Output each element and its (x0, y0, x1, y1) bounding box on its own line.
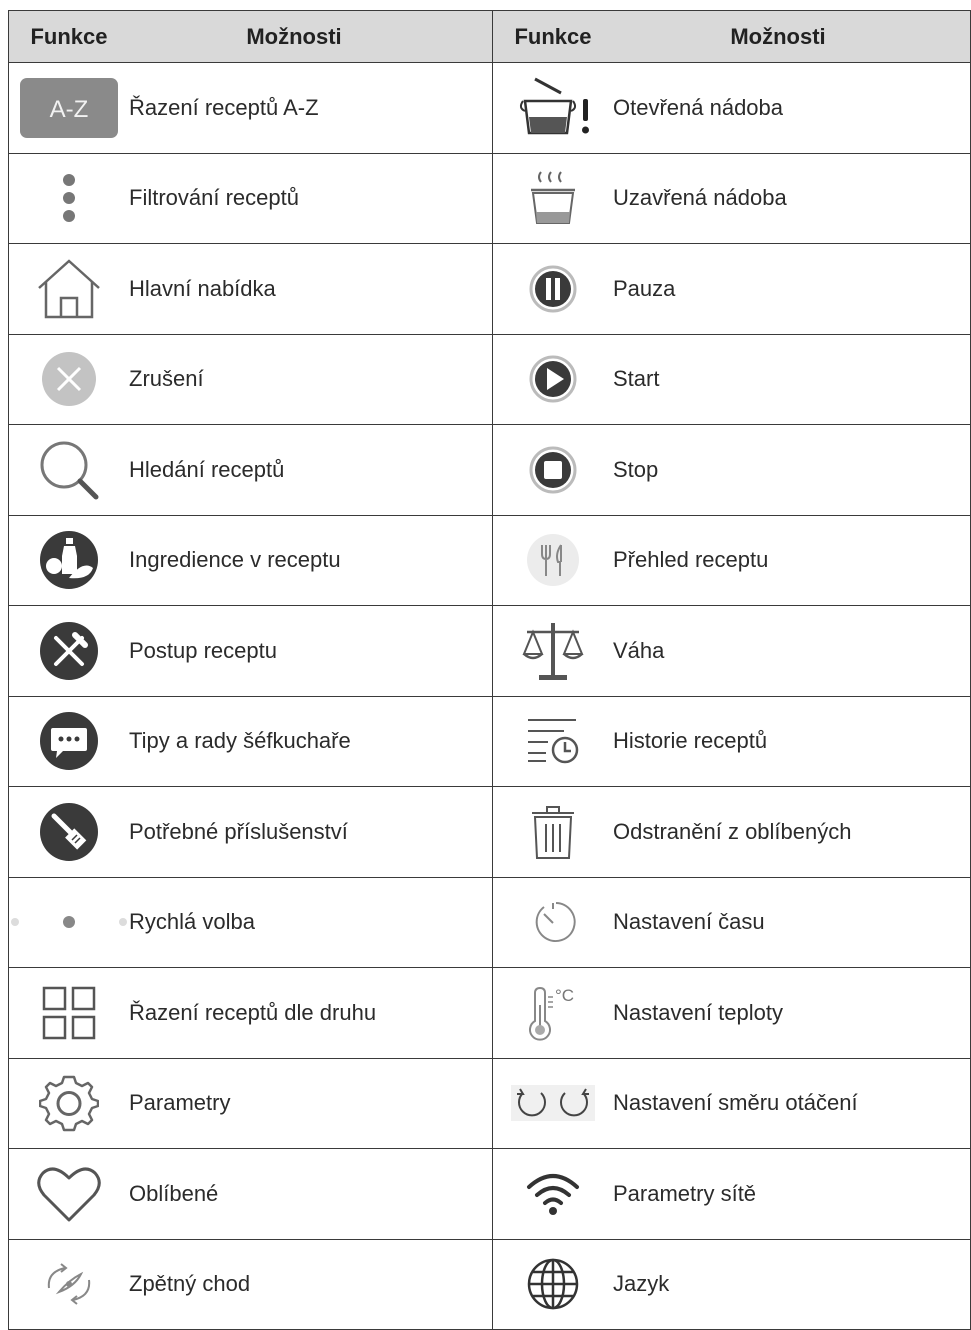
header-function-right: Funkce (514, 23, 592, 49)
function-label: Hledání receptů (129, 456, 285, 482)
function-cell-left (9, 334, 493, 425)
function-cell-left (9, 968, 493, 1059)
reverse-blade-icon (9, 1258, 129, 1310)
stop-icon (493, 445, 613, 495)
table-row (9, 606, 971, 697)
header-options-left: Možnosti (246, 23, 342, 49)
function-cell-right (493, 968, 971, 1059)
table-row (9, 1149, 971, 1240)
function-label: Jazyk (613, 1271, 670, 1297)
function-cell-right (493, 696, 971, 787)
table-header-row (9, 11, 971, 63)
play-icon (493, 354, 613, 404)
function-label: Váha (613, 637, 665, 663)
function-cell-right (493, 1058, 971, 1149)
function-label: Historie receptů (613, 728, 768, 754)
function-cell-right (493, 153, 971, 244)
table-row (9, 63, 971, 154)
function-cell-left (9, 63, 493, 154)
function-cell-left (9, 877, 493, 968)
functions-table (8, 10, 971, 1330)
ingredients-icon (9, 530, 129, 590)
function-label: Potřebné příslušenství (129, 818, 348, 844)
header-options-right: Možnosti (730, 23, 826, 49)
vertical-dots-icon (9, 173, 129, 223)
thermometer-unit-text: °C (555, 985, 575, 1005)
table-row (9, 244, 971, 335)
function-label: Zpětný chod (129, 1271, 251, 1297)
function-label: Uzavřená nádoba (613, 185, 787, 211)
function-cell-left (9, 515, 493, 606)
whisk-accessory-icon (9, 802, 129, 862)
function-cell-left (9, 696, 493, 787)
cutlery-cross-icon (9, 621, 129, 681)
function-label: Nastavení času (613, 909, 765, 935)
function-cell-left (9, 1239, 493, 1330)
function-cell-right (493, 606, 971, 697)
function-label: Nastavení teploty (613, 999, 783, 1025)
function-label: Rychlá volba (129, 909, 255, 935)
function-label: Řazení receptů dle druhu (129, 999, 377, 1025)
az-sort-icon (9, 77, 129, 139)
closed-bowl-steam-icon (493, 168, 613, 228)
function-label: Odstranění z oblíbených (613, 818, 852, 844)
function-cell-right (493, 63, 971, 154)
function-label: Pauza (613, 275, 676, 301)
heart-icon (9, 1164, 129, 1224)
function-label: Parametry (129, 1090, 231, 1116)
table-row (9, 968, 971, 1059)
function-label: Start (613, 366, 660, 392)
function-cell-right (493, 1239, 971, 1330)
search-icon (9, 439, 129, 501)
function-label: Zrušení (129, 366, 204, 392)
function-label: Nastavení směru otáčení (613, 1090, 858, 1116)
function-cell-right (493, 877, 971, 968)
header-left (9, 11, 493, 63)
fork-knife-icon (493, 532, 613, 588)
timer-icon (493, 899, 613, 945)
table-row (9, 1058, 971, 1149)
table-row (9, 1239, 971, 1330)
open-bowl-icon (493, 75, 613, 141)
function-label: Ingredience v receptu (129, 547, 341, 573)
function-cell-left (9, 1058, 493, 1149)
cancel-icon (9, 350, 129, 408)
table-row (9, 696, 971, 787)
grid-icon (9, 984, 129, 1042)
function-cell-left (9, 787, 493, 878)
function-cell-right (493, 1149, 971, 1240)
table-row (9, 515, 971, 606)
header-right (493, 11, 971, 63)
header-function-left: Funkce (30, 23, 108, 49)
scale-icon (493, 620, 613, 682)
function-label: Hlavní nabídka (129, 275, 276, 301)
globe-icon (493, 1257, 613, 1311)
function-label: Stop (613, 456, 659, 482)
function-label: Filtrování receptů (129, 185, 299, 211)
history-icon (493, 717, 613, 765)
table-row (9, 153, 971, 244)
gear-icon (9, 1073, 129, 1133)
function-label: Přehled receptu (613, 547, 769, 573)
wifi-icon (493, 1171, 613, 1217)
function-cell-right (493, 244, 971, 335)
function-cell-left (9, 244, 493, 335)
function-label: Tipy a rady šéfkuchaře (129, 728, 351, 754)
table-row (9, 334, 971, 425)
table-row (9, 877, 971, 968)
function-label: Postup receptu (129, 637, 277, 663)
function-cell-left (9, 1149, 493, 1240)
table-row (9, 425, 971, 516)
function-label: Oblíbené (129, 1180, 219, 1206)
pause-icon (493, 264, 613, 314)
az-icon-text: A-Z (49, 95, 89, 123)
table-row (9, 787, 971, 878)
function-cell-right (493, 787, 971, 878)
function-cell-left (9, 606, 493, 697)
function-label: Řazení receptů A-Z (129, 94, 319, 120)
chat-bubble-icon (9, 711, 129, 771)
rotation-direction-icon (493, 1085, 613, 1121)
function-cell-right (493, 425, 971, 516)
function-label: Otevřená nádoba (613, 94, 784, 120)
trash-icon (493, 804, 613, 860)
home-icon (9, 258, 129, 320)
function-label: Parametry sítě (613, 1180, 757, 1206)
function-cell-left (9, 425, 493, 516)
function-cell-right (493, 515, 971, 606)
horizontal-dots-icon (9, 912, 129, 932)
function-cell-left (9, 153, 493, 244)
thermometer-icon (493, 985, 613, 1041)
function-cell-right (493, 334, 971, 425)
